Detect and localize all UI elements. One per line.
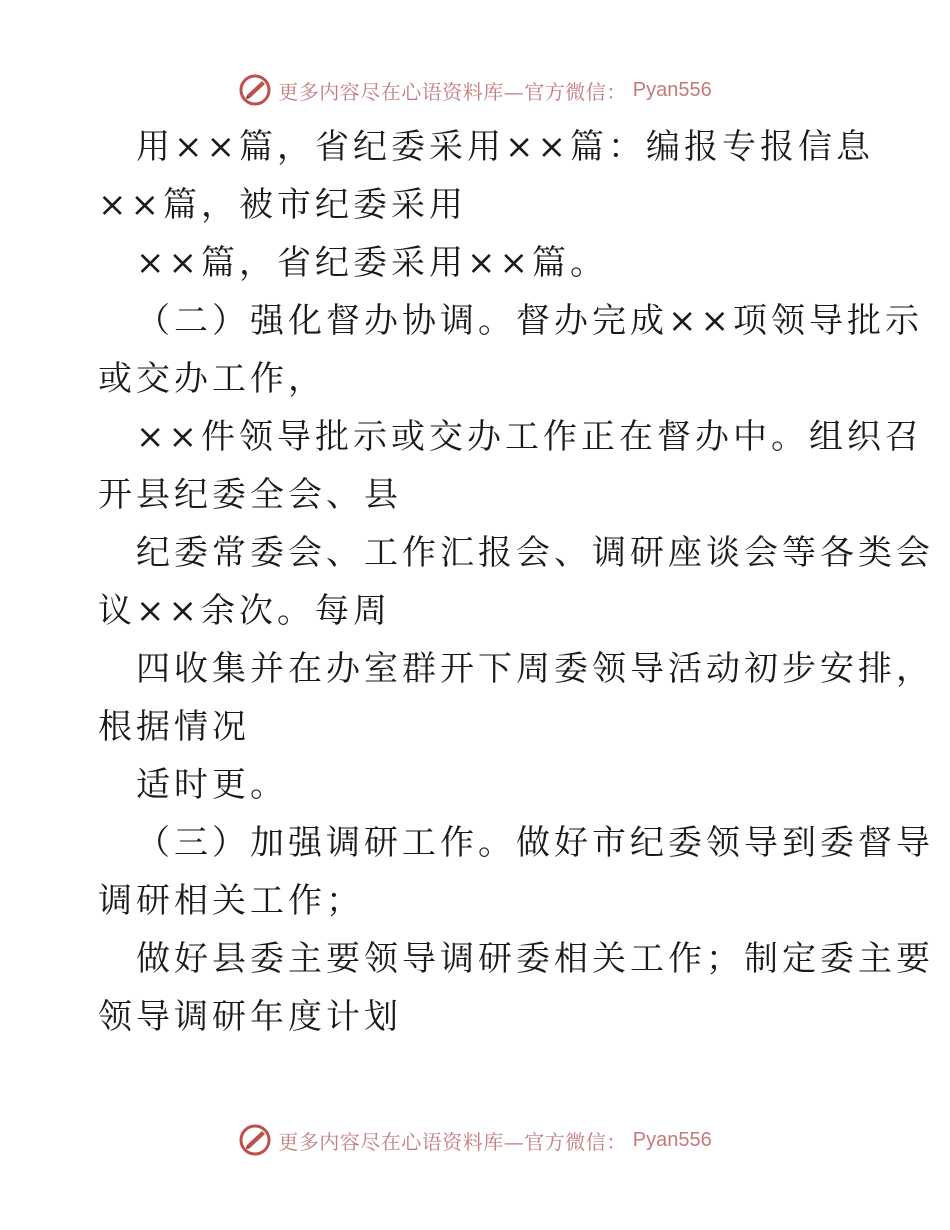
watermark-id: Pyan556 xyxy=(632,1128,712,1151)
text-line: ××篇，省纪委采用××篇。 xyxy=(136,243,608,283)
header-watermark xyxy=(0,70,950,110)
text-line: （三）加强调研工作。做好市纪委领导到委督导 xyxy=(136,823,934,863)
text-line: ××篇，被市纪委采用 xyxy=(98,185,467,225)
watermark-id: Pyan556 xyxy=(632,78,712,101)
footer-watermark xyxy=(0,1120,950,1160)
text-line: 做好县委主要领导调研委相关工作；制定委主要 xyxy=(136,939,934,979)
brand-logo-icon xyxy=(238,73,272,107)
text-line: 或交办工作， xyxy=(98,359,326,399)
text-line: 用××篇，省纪委采用××篇：编报专报信息 xyxy=(136,127,874,167)
text-line: （二）强化督办协调。督办完成××项领导批示 xyxy=(136,301,923,341)
text-line: 领导调研年度计划 xyxy=(98,997,402,1037)
text-line: 适时更。 xyxy=(136,765,288,805)
document-body xyxy=(98,118,934,1046)
brand-logo-icon xyxy=(238,1123,272,1157)
text-line: 开县纪委全会、县 xyxy=(98,475,402,515)
text-line: 四收集并在办室群开下周委领导活动初步安排， xyxy=(136,649,934,689)
watermark-text: 更多内容尽在心语资料库—官方微信： xyxy=(278,1129,627,1154)
text-line: 调研相关工作； xyxy=(98,881,364,921)
text-line: 议××余次。每周 xyxy=(98,591,391,631)
watermark-text: 更多内容尽在心语资料库—官方微信： xyxy=(278,79,627,104)
text-line: 根据情况 xyxy=(98,707,250,747)
text-line: ××件领导批示或交办工作正在督办中。组织召 xyxy=(136,417,923,457)
text-line: 纪委常委会、工作汇报会、调研座谈会等各类会 xyxy=(136,533,934,573)
